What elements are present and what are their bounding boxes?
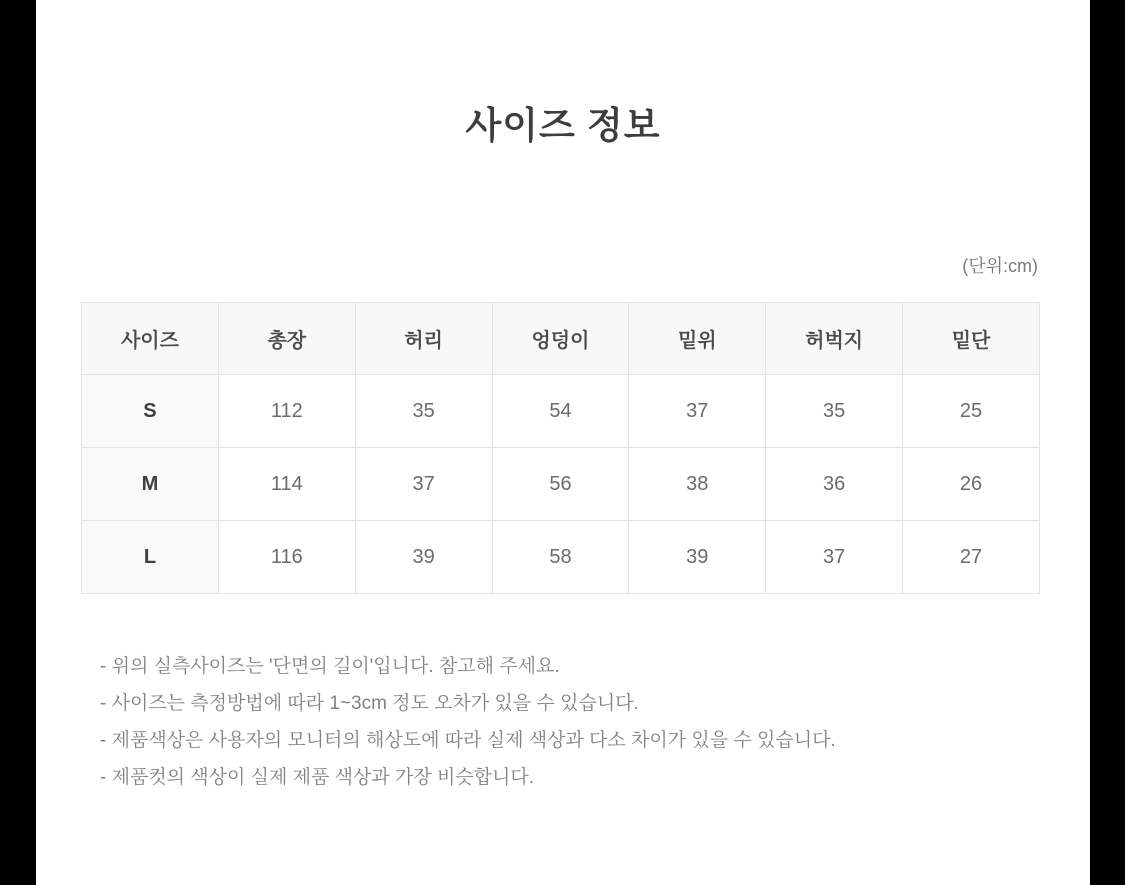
column-header-waist: 허리: [355, 303, 492, 375]
measurement-cell: 112: [218, 375, 355, 448]
column-header-rise: 밑위: [629, 303, 766, 375]
measurement-cell: 26: [903, 448, 1040, 521]
page-title: 사이즈 정보: [465, 105, 661, 146]
left-black-bar: [0, 0, 36, 885]
measurement-cell: 35: [355, 375, 492, 448]
table-header-row: [82, 303, 1040, 375]
measurement-cell: 35: [766, 375, 903, 448]
table-row-l: [82, 521, 1040, 594]
right-black-bar: [1090, 0, 1125, 885]
measurement-cell: 38: [629, 448, 766, 521]
measurement-cell: 116: [218, 521, 355, 594]
column-header-hip: 엉덩이: [492, 303, 629, 375]
measurement-cell: 54: [492, 375, 629, 448]
size-table: [81, 302, 1040, 594]
measurement-cell: 27: [903, 521, 1040, 594]
note-line: - 제품컷의 색상이 실제 제품 색상과 가장 비슷합니다.: [100, 767, 534, 788]
measurement-cell: 37: [355, 448, 492, 521]
note-line: - 제품색상은 사용자의 모니터의 해상도에 따라 실제 색상과 다소 차이가 있을 수 있습니다.: [100, 730, 836, 751]
measurement-cell: 37: [629, 375, 766, 448]
notes: [100, 655, 1050, 803]
table-row-m: [82, 448, 1040, 521]
unit-label: (단위:cm): [962, 256, 1038, 276]
size-cell: M: [82, 448, 219, 521]
column-header-thigh: 허벅지: [766, 303, 903, 375]
measurement-cell: 36: [766, 448, 903, 521]
table-row-s: [82, 375, 1040, 448]
measurement-cell: 114: [218, 448, 355, 521]
column-header-size: 사이즈: [82, 303, 219, 375]
measurement-cell: 37: [766, 521, 903, 594]
measurement-cell: 56: [492, 448, 629, 521]
measurement-cell: 25: [903, 375, 1040, 448]
size-cell: L: [82, 521, 219, 594]
column-header-length: 총장: [218, 303, 355, 375]
measurement-cell: 58: [492, 521, 629, 594]
column-header-hem: 밑단: [903, 303, 1040, 375]
measurement-cell: 39: [355, 521, 492, 594]
measurement-cell: 39: [629, 521, 766, 594]
note-line: - 위의 실측사이즈는 '단면의 길이'입니다. 참고해 주세요.: [100, 656, 560, 677]
size-cell: S: [82, 375, 219, 448]
note-line: - 사이즈는 측정방법에 따라 1~3cm 정도 오차가 있을 수 있습니다.: [100, 693, 639, 714]
